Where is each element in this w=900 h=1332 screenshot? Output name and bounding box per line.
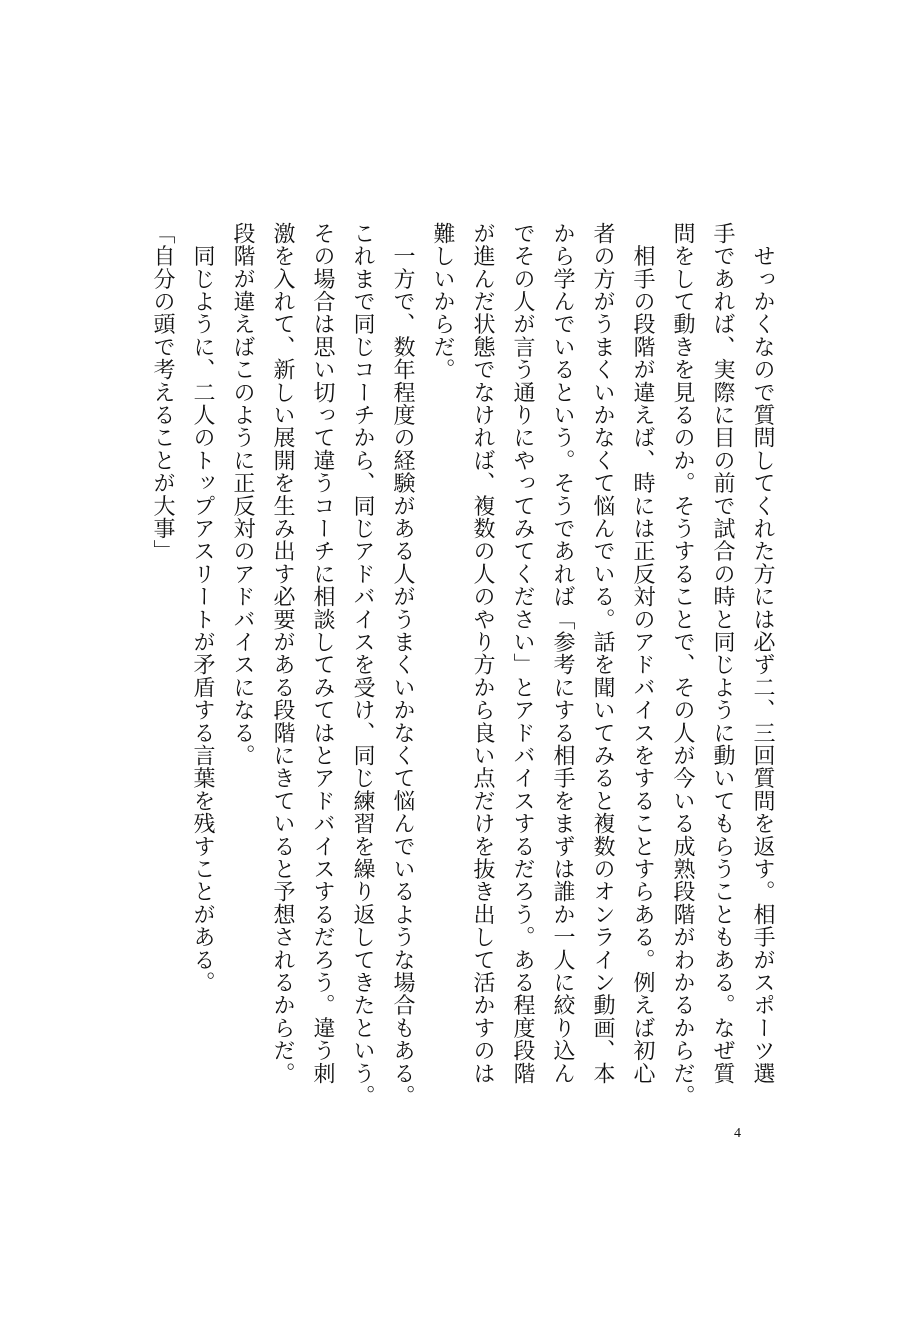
page-number: 4: [734, 1126, 741, 1141]
text-line: 激を入れて、新しい展開を生み出す必要がある段階にきていると予想されるからだ。: [270, 222, 295, 1085]
text-line: 一方で、数年程度の経験がある人がうまくいかなくて悩んでいるような場合もある。: [390, 222, 415, 1108]
text-line: 同じように、二人のトップアスリートが矛盾する言葉を残すことがある。: [190, 222, 215, 994]
text-line: 「自分の頭で考えることが大事」: [150, 222, 175, 563]
text-line: 者の方がうまくいかなくて悩んでいる。話を聞いてみると複数のオンライン動画、本: [590, 222, 615, 1085]
text-line: せっかくなので質問してくれた方には必ず二、三回質問を返す。相手がスポーツ選: [750, 222, 775, 1085]
text-line: から学んでいるという。そうであれば「参考にする相手をまずは誰か一人に絞り込ん: [550, 222, 575, 1085]
text-line: でその人が言う通りにやってみてください」とアドバイスするだろう。ある程度段階: [510, 222, 535, 1085]
text-line: 手であれば、実際に目の前で試合の時と同じように動いてもらうこともある。なぜ質: [710, 222, 735, 1085]
text-line: その場合は思い切って違うコーチに相談してみてはとアドバイスするだろう。違う刺: [310, 222, 335, 1085]
text-line: 難しいからだ。: [430, 222, 455, 381]
body-text: [142, 222, 782, 1108]
text-line: 問をして動きを見るのか。そうすることで、その人が今いる成熟段階がわかるからだ。: [670, 222, 695, 1108]
text-line: 相手の段階が違えば、時には正反対のアドバイスをすることすらある。例えば初心: [630, 222, 655, 1085]
text-line: が進んだ状態でなければ、複数の人のやり方から良い点だけを抜き出して活かすのは: [470, 222, 495, 1085]
text-line: 段階が違えばこのように正反対のアドバイスになる。: [230, 222, 255, 767]
text-line: これまで同じコーチから、同じアドバイスを受け、同じ練習を繰り返してきたという。: [350, 222, 375, 1108]
